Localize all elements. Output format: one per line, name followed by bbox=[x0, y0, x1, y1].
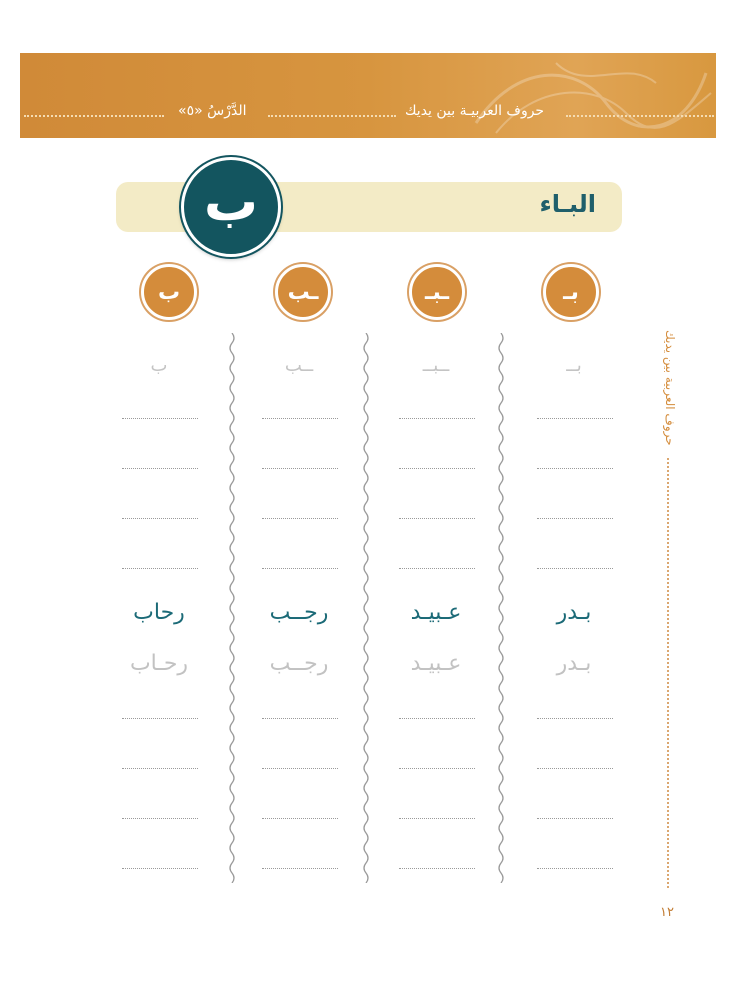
writing-line[interactable] bbox=[262, 818, 338, 819]
writing-line[interactable] bbox=[262, 418, 338, 419]
column-divider bbox=[361, 333, 371, 883]
trace-word: رجــب bbox=[269, 651, 329, 676]
writing-line[interactable] bbox=[122, 518, 198, 519]
letter-glyph: ب bbox=[203, 170, 259, 233]
column-divider bbox=[496, 333, 506, 883]
header-dotted-rule-right bbox=[566, 115, 714, 117]
column-divider bbox=[227, 333, 237, 883]
trace-word: رحـاب bbox=[129, 651, 189, 676]
trace-word: بـدر bbox=[556, 651, 592, 676]
writing-line[interactable] bbox=[399, 718, 475, 719]
page-number: ١٢ bbox=[660, 905, 674, 920]
writing-line[interactable] bbox=[122, 868, 198, 869]
writing-line[interactable] bbox=[122, 568, 198, 569]
trace-form-medial: ــبــ bbox=[422, 355, 450, 376]
side-book-title: حروف العربية بين يديك bbox=[663, 330, 677, 446]
writing-line[interactable] bbox=[122, 718, 198, 719]
trace-word: عـبيـد bbox=[410, 651, 462, 676]
writing-line[interactable] bbox=[399, 418, 475, 419]
writing-line[interactable] bbox=[537, 868, 613, 869]
writing-line[interactable] bbox=[122, 818, 198, 819]
writing-line[interactable] bbox=[537, 568, 613, 569]
writing-line[interactable] bbox=[537, 768, 613, 769]
letter-name: البـاء bbox=[539, 190, 596, 218]
trace-form-isolated: ب bbox=[150, 355, 168, 376]
writing-line[interactable] bbox=[399, 868, 475, 869]
form-medial: ـبـ bbox=[409, 264, 465, 320]
header-dotted-rule-left bbox=[24, 115, 164, 117]
writing-line[interactable] bbox=[537, 468, 613, 469]
form-isolated: ب bbox=[141, 264, 197, 320]
example-word: رحاب bbox=[133, 600, 185, 625]
letter-badge bbox=[181, 157, 281, 257]
form-final: ـب bbox=[275, 264, 331, 320]
writing-line[interactable] bbox=[537, 518, 613, 519]
writing-line[interactable] bbox=[122, 768, 198, 769]
trace-form-initial: بــ bbox=[566, 355, 582, 376]
example-word: عـبيـد bbox=[410, 600, 462, 625]
writing-line[interactable] bbox=[262, 868, 338, 869]
example-word: بـدر bbox=[556, 600, 592, 625]
writing-line[interactable] bbox=[537, 418, 613, 419]
writing-line[interactable] bbox=[399, 518, 475, 519]
decorative-calligraphy bbox=[456, 53, 716, 138]
writing-line[interactable] bbox=[262, 518, 338, 519]
writing-line[interactable] bbox=[262, 568, 338, 569]
header-dotted-rule-middle bbox=[268, 115, 396, 117]
side-dotted-rule bbox=[667, 458, 669, 888]
writing-line[interactable] bbox=[537, 718, 613, 719]
writing-line[interactable] bbox=[262, 718, 338, 719]
writing-line[interactable] bbox=[399, 768, 475, 769]
book-title: حروف العربيـة بين يديك bbox=[405, 103, 545, 119]
writing-line[interactable] bbox=[399, 468, 475, 469]
writing-line[interactable] bbox=[399, 818, 475, 819]
lesson-label: الدَّرْسُ «٥» bbox=[178, 103, 247, 119]
writing-line[interactable] bbox=[537, 818, 613, 819]
writing-line[interactable] bbox=[122, 468, 198, 469]
writing-line[interactable] bbox=[399, 568, 475, 569]
writing-line[interactable] bbox=[262, 768, 338, 769]
example-word: رجــب bbox=[269, 600, 329, 625]
header-band bbox=[20, 53, 716, 138]
writing-line[interactable] bbox=[122, 418, 198, 419]
trace-form-final: ــب bbox=[284, 355, 314, 376]
writing-line[interactable] bbox=[262, 468, 338, 469]
form-initial: بـ bbox=[543, 264, 599, 320]
